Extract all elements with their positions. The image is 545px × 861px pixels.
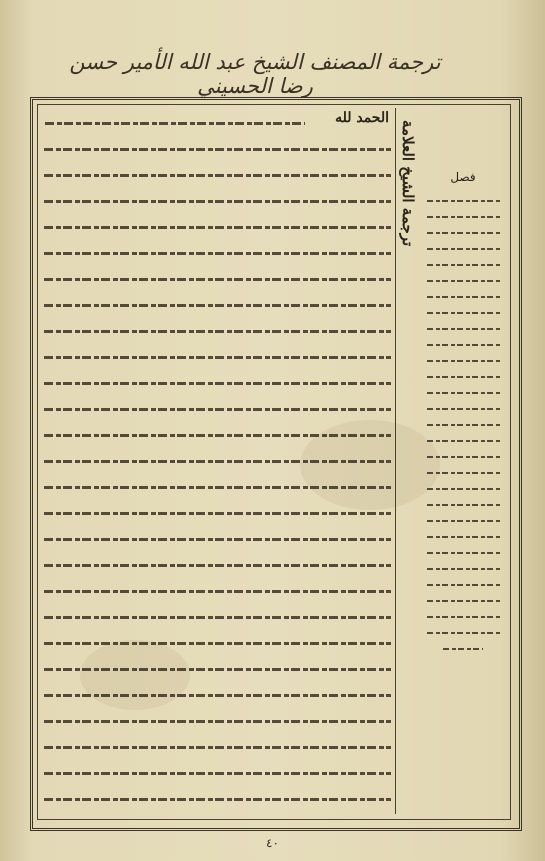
margin-text-line xyxy=(427,488,501,490)
margin-text-line xyxy=(427,232,501,234)
margin-text-line xyxy=(427,408,501,410)
margin-text-line xyxy=(427,632,501,634)
margin-text-line xyxy=(427,296,501,298)
main-text-column xyxy=(40,108,396,814)
opening-phrase: الحمد لله xyxy=(335,110,389,126)
text-line xyxy=(44,710,391,734)
text-line xyxy=(44,788,391,812)
text-line xyxy=(45,112,305,136)
text-line xyxy=(44,372,391,396)
text-line xyxy=(44,190,391,214)
margin-text-line xyxy=(443,648,483,650)
margin-text-line xyxy=(427,264,501,266)
text-line xyxy=(44,294,391,318)
text-line xyxy=(44,580,391,604)
page-title: ترجمة المصنف الشيخ عبد الله الأمير حسن رضا الحسيني xyxy=(69,50,441,98)
text-line xyxy=(44,424,391,448)
margin-notes-column xyxy=(419,108,507,814)
margin-text-line xyxy=(427,424,501,426)
margin-text-line xyxy=(427,200,501,202)
text-line xyxy=(44,216,391,240)
text-line xyxy=(44,632,391,656)
text-line xyxy=(44,476,391,500)
side-heading: ترجمة الشيخ العلامة xyxy=(399,119,417,247)
text-line xyxy=(44,164,391,188)
text-line xyxy=(44,502,391,526)
text-line xyxy=(44,736,391,760)
margin-text-line xyxy=(427,376,501,378)
text-line xyxy=(44,658,391,682)
page-number: ٤٠ xyxy=(266,836,279,850)
text-line xyxy=(44,320,391,344)
text-line xyxy=(44,242,391,266)
text-line xyxy=(44,762,391,786)
margin-note-heading: فصل xyxy=(450,170,476,184)
margin-text-line xyxy=(427,536,501,538)
text-line xyxy=(44,138,391,162)
margin-text-line xyxy=(427,456,501,458)
margin-text-line xyxy=(427,312,501,314)
margin-text-line xyxy=(427,520,501,522)
margin-text-line xyxy=(427,344,501,346)
text-line xyxy=(44,450,391,474)
margin-text-line xyxy=(427,440,501,442)
text-line xyxy=(44,554,391,578)
text-line xyxy=(44,398,391,422)
text-line xyxy=(44,606,391,630)
margin-text-line xyxy=(427,216,501,218)
margin-text-line xyxy=(427,360,501,362)
margin-text-line xyxy=(427,472,501,474)
title-cartouche xyxy=(60,40,450,98)
margin-text-line xyxy=(427,552,501,554)
margin-text-line xyxy=(427,328,501,330)
margin-text-line xyxy=(427,280,501,282)
margin-text-line xyxy=(427,248,501,250)
margin-text-line xyxy=(427,392,501,394)
margin-text-line xyxy=(427,600,501,602)
text-line xyxy=(44,528,391,552)
margin-text-line xyxy=(427,616,501,618)
margin-text-line xyxy=(427,568,501,570)
margin-text-line xyxy=(427,584,501,586)
text-line xyxy=(44,346,391,370)
text-line xyxy=(44,268,391,292)
text-line xyxy=(44,684,391,708)
margin-text-line xyxy=(427,504,501,506)
